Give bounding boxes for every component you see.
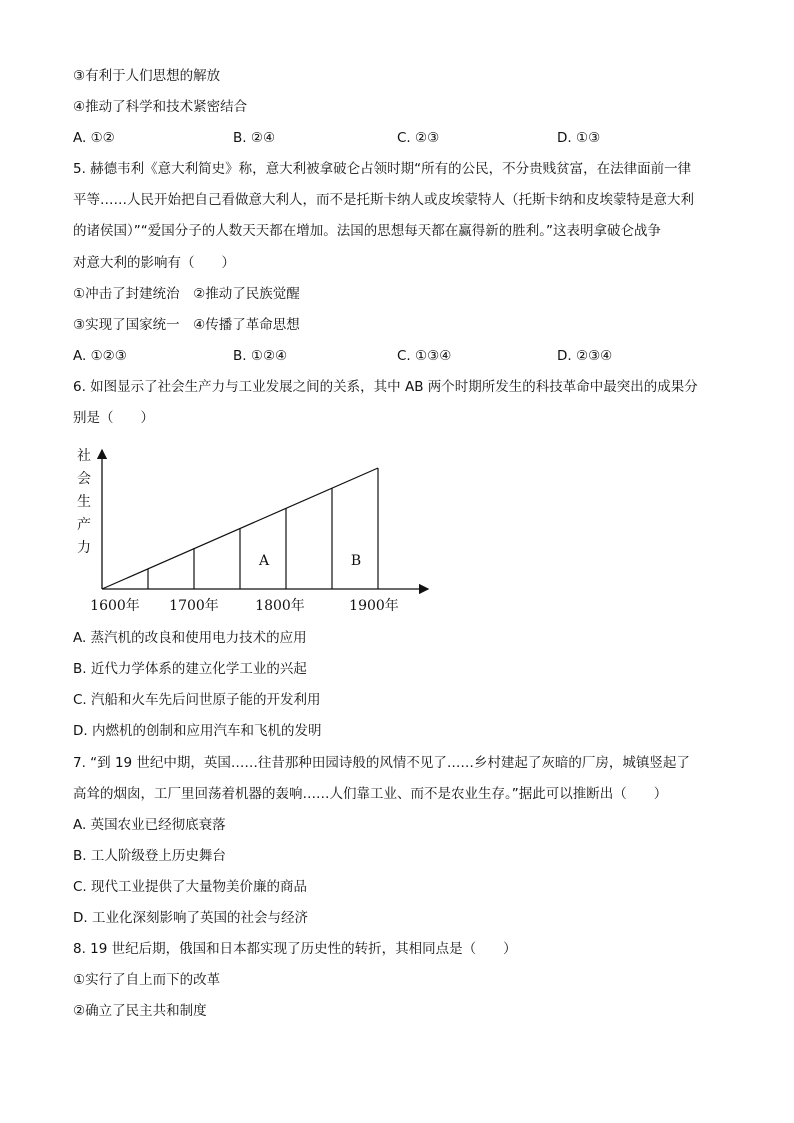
x-tick-1800: 1800年 xyxy=(255,598,305,614)
x-tick-1600: 1600年 xyxy=(90,598,140,614)
q5-items-1: ①冲击了封建统治 ②推动了民族觉醒 xyxy=(73,286,300,302)
q6-option-c: C. 汽船和火车先后问世原子能的开发利用 xyxy=(73,692,321,708)
q8-stem: 8. 19 世纪后期，俄国和日本都实现了历史性的转折，其相同点是（ ） xyxy=(73,941,517,957)
q7-stem-line-2: 高耸的烟囱，工厂里回荡着机器的轰响……人们靠工业、而不是农业生存。”据此可以推断出（ ） xyxy=(73,786,668,802)
q4-option-d: D. ①③ xyxy=(557,130,601,146)
q5-option-a: A. ①②③ xyxy=(73,348,127,364)
x-tick-1700: 1700年 xyxy=(169,598,219,614)
q4-option-c: C. ②③ xyxy=(397,130,440,146)
x-tick-1900: 1900年 xyxy=(349,598,399,614)
q5-option-b: B. ①②④ xyxy=(233,348,288,364)
q6-stem-line-2: 别是（ ） xyxy=(73,410,154,426)
q7-stem-line-1: 7. “到 19 世纪中期，英国……往昔那种田园诗般的风情不见了……乡村建起了灰暗的厂房，城镇竖起了 xyxy=(73,755,690,771)
q7-option-c: C. 现代工业提供了大量物美价廉的商品 xyxy=(73,879,308,895)
q5-stem-line-1: 5. 赫德韦利《意大利简史》称，意大利被拿破仑占领时期“所有的公民，不分贵贱贫富，在法律面前一律 xyxy=(73,161,692,177)
q5-stem-line-2: 平等……人民开始把自己看做意大利人，而不是托斯卡纳人或皮埃蒙特人（托斯卡纳和皮埃蒙特是意大利 xyxy=(73,192,694,208)
y-axis-label-char-1: 社 xyxy=(77,448,91,464)
q5-option-c: C. ①③④ xyxy=(397,348,452,364)
q4-item-3: ③有利于人们思想的解放 xyxy=(73,68,221,84)
y-axis-label-char-2: 会 xyxy=(77,471,91,487)
q8-item-1: ①实行了自上而下的改革 xyxy=(73,972,221,988)
q5-option-d: D. ②③④ xyxy=(557,348,613,364)
q7-option-d: D. 工业化深刻影响了英国的社会与经济 xyxy=(73,910,308,926)
y-axis-label-char-4: 产 xyxy=(77,517,91,533)
q8-item-2: ②确立了民主共和制度 xyxy=(73,1003,207,1019)
q6-option-b: B. 近代力学体系的建立化学工业的兴起 xyxy=(73,661,307,677)
q7-option-a: A. 英国农业已经彻底衰落 xyxy=(73,817,226,833)
q5-items-2: ③实现了国家统一 ④传播了革命思想 xyxy=(73,317,300,333)
y-axis-label-char-5: 力 xyxy=(77,540,91,556)
q5-stem-line-3: 的诸侯国）”“爱国分子的人数天天都在增加。法国的思想每天都在赢得新的胜利。”这表明拿破仑战争 xyxy=(73,223,661,239)
q7-option-b: B. 工人阶级登上历史舞台 xyxy=(73,848,226,864)
q6-option-d: D. 内燃机的创制和应用汽车和飞机的发明 xyxy=(73,723,322,739)
q4-option-a: A. ①② xyxy=(73,130,115,146)
q6-option-a: A. 蒸汽机的改良和使用电力技术的应用 xyxy=(73,630,307,646)
q4-item-4: ④推动了科学和技术紧密结合 xyxy=(73,99,248,115)
q6-stem-line-1: 6. 如图显示了社会生产力与工业发展之间的关系，其中 AB 两个时期所发生的科技革命中最突出的成果分 xyxy=(73,379,698,395)
q5-stem-line-4: 对意大利的影响有（ ） xyxy=(73,255,235,271)
period-a-label: A xyxy=(258,553,270,569)
q4-option-b: B. ②④ xyxy=(233,130,276,146)
y-axis-label-char-3: 生 xyxy=(77,494,91,510)
period-b-label: B xyxy=(350,553,362,569)
productivity-diagram xyxy=(60,440,460,620)
